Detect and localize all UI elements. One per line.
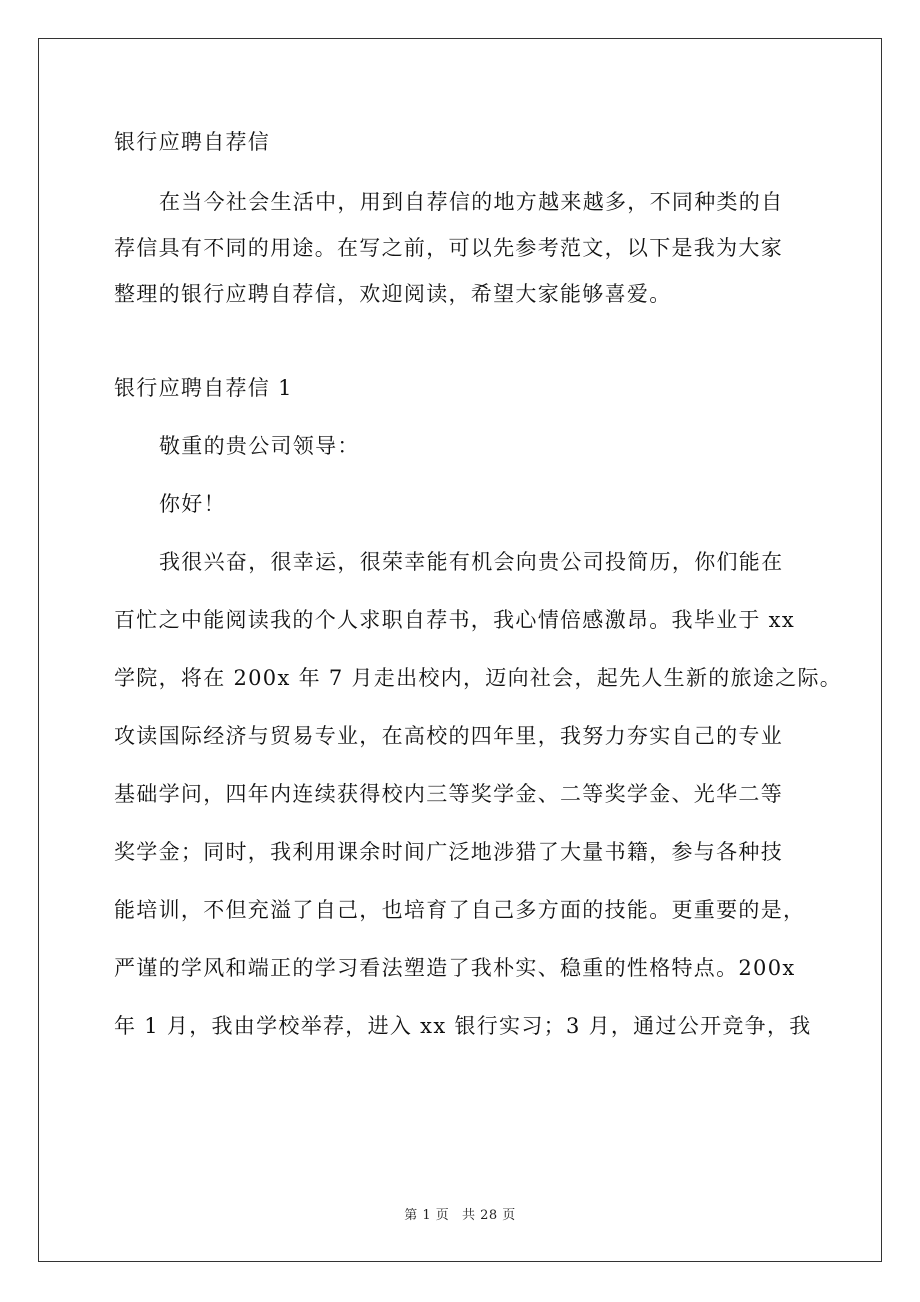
- salutation: 敬重的贵公司领导：: [159, 434, 360, 458]
- body-line-1: 我很兴奋，很幸运，很荣幸能有机会向贵公司投简历，你们能在: [159, 550, 784, 574]
- page-number: 第 1 页: [404, 1208, 450, 1223]
- body-line-9: 年 1 月，我由学校举荐，进入 xx 银行实习；3 月，通过公开竞争，我: [114, 1014, 812, 1038]
- document-body: [114, 119, 843, 1049]
- body-line-3: 学院，将在 200x 年 7 月走出校内，迈向社会，起先人生新的旅途之际。: [114, 666, 843, 690]
- page-total: 共 28 页: [461, 1208, 516, 1223]
- body-line-6: 奖学金；同时，我利用课余时间广泛地涉猎了大量书籍，参与各种技: [114, 840, 783, 864]
- intro-line-1: 在当今社会生活中，用到自荐信的地方越来越多，不同种类的自: [159, 190, 784, 214]
- body-line-4: 攻读国际经济与贸易专业，在高校的四年里，我努力夯实自己的专业: [114, 724, 783, 748]
- intro-line-2: 荐信具有不同的用途。在写之前，可以先参考范文，以下是我为大家: [114, 236, 783, 260]
- section-title: 银行应聘自荐信 1: [114, 376, 293, 400]
- body-line-7: 能培训，不但充溢了自己，也培育了自己多方面的技能。更重要的是，: [114, 898, 806, 922]
- greeting: 你好！: [159, 492, 226, 516]
- page-footer: [0, 1204, 920, 1223]
- body-line-5: 基础学问，四年内连续获得校内三等奖学金、二等奖学金、光华二等: [114, 782, 783, 806]
- document-title: 银行应聘自荐信: [114, 130, 271, 154]
- body-line-8: 严谨的学风和端正的学习看法塑造了我朴实、稳重的性格特点。200x: [114, 956, 796, 980]
- intro-line-3: 整理的银行应聘自荐信，欢迎阅读，希望大家能够喜爱。: [114, 282, 672, 306]
- body-line-2: 百忙之中能阅读我的个人求职自荐书，我心情倍感激昂。我毕业于 xx: [114, 608, 795, 632]
